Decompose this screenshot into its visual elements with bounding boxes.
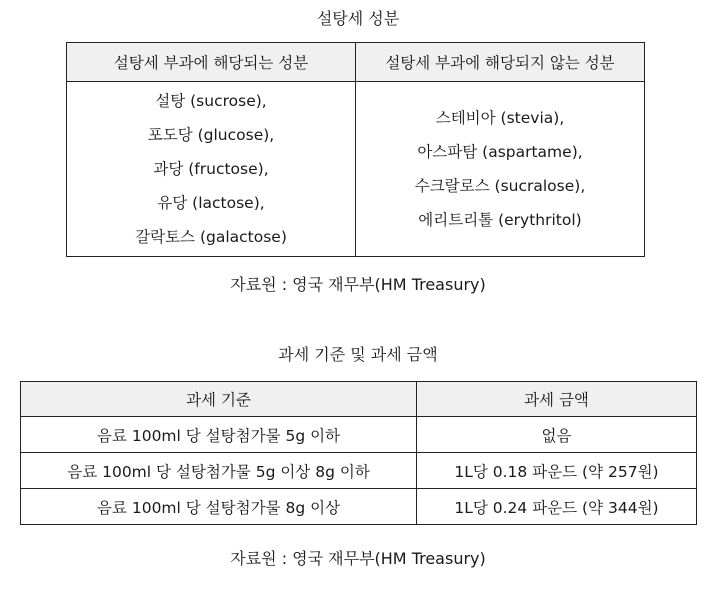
header-taxed: 설탕세 부과에 해당되는 성분 <box>67 43 356 82</box>
list-item: 유당 (lactose), <box>157 194 265 212</box>
header-criteria: 과세 기준 <box>21 382 417 417</box>
sugar-tax-ingredients-table <box>66 42 645 257</box>
list-item: 수크랄로스 (sucralose), <box>414 177 586 195</box>
section1-source: 자료원 : 영국 재무부(HM Treasury) <box>230 275 486 294</box>
criteria-cell: 음료 100ml 당 설탕첨가물 5g 이상 8g 이하 <box>21 453 417 489</box>
list-item: 포도당 (glucose), <box>147 126 275 144</box>
table-header-row <box>21 382 697 417</box>
header-amount: 과세 금액 <box>417 382 697 417</box>
section2-source: 자료원 : 영국 재무부(HM Treasury) <box>230 549 486 568</box>
section1-title: 설탕세 성분 <box>316 9 400 28</box>
amount-cell: 1L당 0.18 파운드 (약 257원) <box>417 453 697 489</box>
table-row <box>21 489 697 525</box>
tax-criteria-table <box>20 381 697 525</box>
amount-cell: 1L당 0.24 파운드 (약 344원) <box>417 489 697 525</box>
table-row <box>21 417 697 453</box>
table-row <box>21 453 697 489</box>
table-row <box>67 82 645 257</box>
list-item: 스테비아 (stevia), <box>435 109 565 127</box>
list-item: 에리트리톨 (erythritol) <box>418 211 582 229</box>
list-item: 설탕 (sucrose), <box>155 92 267 110</box>
criteria-cell: 음료 100ml 당 설탕첨가물 5g 이하 <box>21 417 417 453</box>
criteria-cell: 음료 100ml 당 설탕첨가물 8g 이상 <box>21 489 417 525</box>
table-header-row <box>67 43 645 82</box>
list-item: 갈락토스 (galactose) <box>135 228 287 246</box>
not-taxed-ingredients-cell <box>356 82 645 257</box>
taxed-ingredients-cell <box>67 82 356 257</box>
section2-title: 과세 기준 및 과세 금액 <box>278 345 438 364</box>
list-item: 과당 (fructose), <box>153 160 269 178</box>
header-not-taxed: 설탕세 부과에 해당되지 않는 성분 <box>356 43 645 82</box>
list-item: 아스파탐 (aspartame), <box>417 143 583 161</box>
amount-cell: 없음 <box>417 417 697 453</box>
